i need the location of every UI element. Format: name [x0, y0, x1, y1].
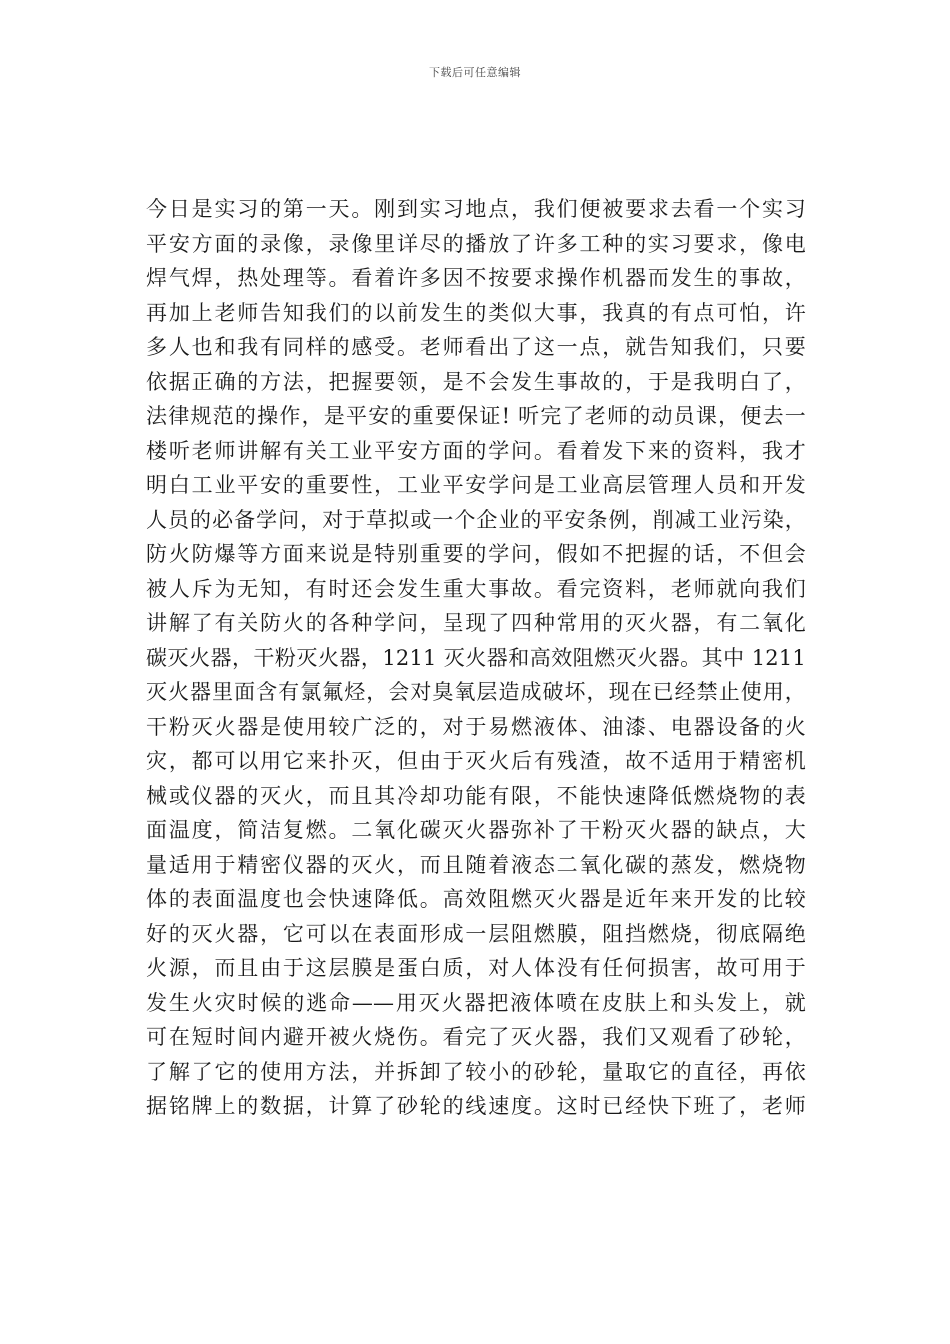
text-line: 防火防爆等方面来说是特别重要的学问，假如不把握的话，不但会 — [146, 542, 806, 566]
text-line: 灭火器里面含有氯氟烃，会对臭氧层造成破坏，现在已经禁止使用， — [146, 680, 806, 704]
text-line: 发生火灾时候的逃命——用灭火器把液体喷在皮肤上和头发上，就 — [146, 990, 806, 1015]
text-line: 楼听老师讲解有关工业平安方面的学问。看着发下来的资料，我才 — [146, 438, 806, 463]
text-line: 面温度，简洁复燃。二氧化碳灭火器弥补了干粉灭火器的缺点，大 — [146, 818, 806, 842]
text-line: 可在短时间内避开被火烧伤。看完了灭火器，我们又观看了砂轮， — [146, 1025, 806, 1049]
body-paragraph — [146, 192, 806, 1124]
text-line: 多人也和我有同样的感受。老师看出了这一点，就告知我们，只要 — [146, 335, 806, 359]
text-line: 据铭牌上的数据，计算了砂轮的线速度。这时已经快下班了，老师 — [146, 1094, 806, 1118]
text-line: 碳灭火器，干粉灭火器，1211 灭火器和高效阻燃灭火器。其中 1211 — [146, 645, 806, 670]
text-line: 械或仪器的灭火，而且其冷却功能有限，不能快速降低燃烧物的表 — [146, 783, 806, 808]
text-line: 人员的必备学问，对于草拟或一个企业的平安条例，削减工业污染， — [146, 507, 806, 532]
text-line: 干粉灭火器是使用较广泛的，对于易燃液体、油漆、电器设备的火 — [146, 714, 806, 739]
text-line: 法律规范的操作，是平安的重要保证! 听完了老师的动员课，便去一 — [146, 404, 806, 428]
text-line: 焊气焊，热处理等。看着许多因不按要求操作机器而发生的事故， — [146, 266, 806, 290]
text-line: 依据正确的方法，把握要领，是不会发生事故的，于是我明白了， — [146, 369, 806, 394]
page-header: 下载后可任意编辑 — [429, 66, 521, 79]
text-line: 今日是实习的第一天。刚到实习地点，我们便被要求去看一个实习 — [146, 197, 806, 221]
text-line: 火源，而且由于这层膜是蛋白质，对人体没有任何损害，故可用于 — [146, 956, 806, 980]
text-line: 被人斥为无知，有时还会发生重大事故。看完资料，老师就向我们 — [146, 576, 806, 601]
text-line: 平安方面的录像，录像里详尽的播放了许多工种的实习要求，像电 — [146, 231, 806, 256]
text-line: 好的灭火器，它可以在表面形成一层阻燃膜，阻挡燃烧，彻底隔绝 — [146, 921, 806, 946]
text-line: 体的表面温度也会快速降低。高效阻燃灭火器是近年来开发的比较 — [146, 887, 806, 911]
text-line: 明白工业平安的重要性，工业平安学问是工业高层管理人员和开发 — [146, 473, 806, 497]
text-line: 量适用于精密仪器的灭火，而且随着液态二氧化碳的蒸发，燃烧物 — [146, 852, 806, 877]
text-line: 再加上老师告知我们的以前发生的类似大事，我真的有点可怕，许 — [146, 300, 806, 325]
text-line: 讲解了有关防火的各种学问，呈现了四种常用的灭火器，有二氧化 — [146, 611, 806, 635]
text-line: 了解了它的使用方法，并拆卸了较小的砂轮，量取它的直径，再依 — [146, 1059, 806, 1084]
text-line: 灾，都可以用它来扑灭，但由于灭火后有残渣，故不适用于精密机 — [146, 749, 806, 773]
